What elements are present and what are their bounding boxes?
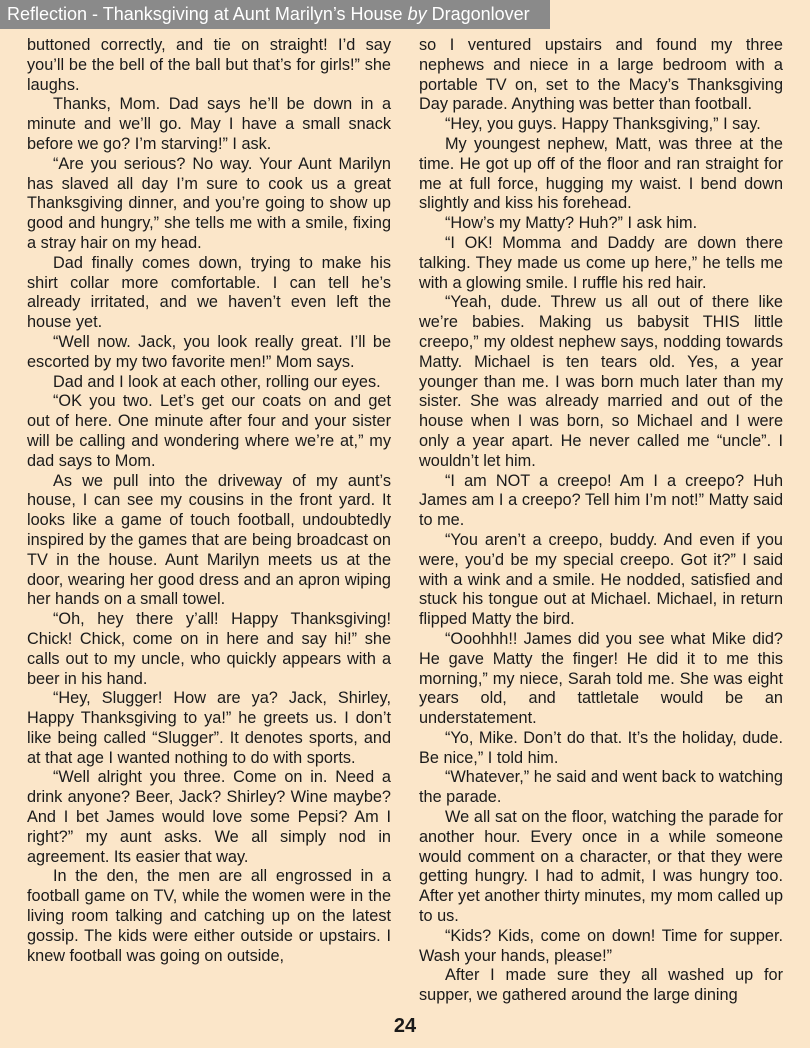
paragraph: In the den, the men are all engrossed in a football game on TV, while the women were in the living room talking and catching up on the latest gossip. The kids were either outside or upstairs. I knew football was going on outside, (27, 867, 391, 965)
paragraph: “Hey, you guys. Happy Thanksgiving,” I say. (445, 115, 761, 134)
running-header (0, 0, 550, 29)
paragraph: Thanks, Mom. Dad says he’ll be down in a minute and we’ll go. May I have a small snack before we go? I’m starving!” I ask. (27, 95, 391, 153)
paragraph: “Well now. Jack, you look really great. I’ll be escorted by my two favorite men!” Mom says. (27, 332, 391, 371)
paragraph: After I made sure they all washed up for supper, we gathered around the large dining (419, 966, 783, 1005)
paragraph: “OK you two. Let’s get our coats on and get out of here. One minute after four and your sister will be calling and wondering where we’re at,” my dad says to Mom. (27, 392, 391, 470)
left-column (27, 36, 391, 966)
paragraph: “Whatever,” he said and went back to watching the parade. (419, 768, 783, 807)
paragraph: “Hey, Slugger! How are ya? Jack, Shirley, Happy Thanksgiving to ya!” he greets us. I don’t like being called “Slugger”. It denotes sports, and at that age I wanted nothing to do with sports. (27, 689, 391, 767)
paragraph: buttoned correctly, and tie on straight! I’d say you’ll be the bell of the ball but that’s for girls!” she laughs. (27, 36, 391, 94)
header-by: by (407, 4, 427, 24)
paragraph: “I am NOT a creepo! Am I a creepo? Huh James am I a creepo? Tell him I’m not!” Matty said to me. (419, 471, 783, 530)
right-column (419, 36, 783, 1006)
paragraph: Dad finally comes down, trying to make his shirt collar more comfortable. I can tell he’s already irritated, and we haven’t even left the house yet. (27, 253, 391, 332)
paragraph: “Ooohhh!! James did you see what Mike did? He gave Matty the finger! He did it to me this morning,” my niece, Sarah told me. She was eight years old, and tattletale would be an understatement. (419, 629, 783, 728)
paragraph: Dad and I look at each other, rolling our eyes. (53, 372, 381, 391)
paragraph: We all sat on the floor, watching the parade for another hour. Every once in a while someone would comment on a character, or that they were getting hungry. I had to admit, I was hungry too. After yet another thirty minutes, my mom called up to us. (419, 808, 783, 926)
page-number: 24 (393, 1015, 417, 1037)
paragraph: “I OK! Momma and Daddy are down there talking. They made us come up here,” he tells me with a glowing smile. I ruffle his red hair. (419, 233, 783, 292)
paragraph: “Oh, hey there y’all! Happy Thanksgiving! Chick! Chick, come on in here and say hi!” she calls out to my uncle, who quickly appears with a beer in his hand. (27, 610, 391, 688)
paragraph: “How’s my Matty? Huh?” I ask him. (445, 214, 698, 233)
paragraph: As we pull into the driveway of my aunt’s house, I can see my cousins in the front yard. It looks like a game of touch football, undoubtedly inspired by the games that are being broadcast on TV in the house. Aunt Marilyn meets us at the door, wearing her good dress and an apron wiping her hands on a small towel. (27, 471, 391, 609)
paragraph: “Well alright you three. Come on in. Need a drink anyone? Beer, Jack? Shirley? Wine maybe? And I bet James would love some Pepsi? Am I right?” my aunt asks. We all simply nod in agreement. Its easier that way. (27, 768, 391, 866)
paragraph: “Yeah, dude. Threw us all out of there like we’re babies. Making us babysit THIS little creepo,” my oldest nephew says, nodding towards Matty. Michael is ten tears old. Yes, a year younger than me. I was born much later than my sister. She was already married and out of the house when I was born, so Michael and I were only a year apart. He never called me “uncle”. I wouldn’t let him. (419, 293, 783, 470)
paragraph: so I ventured upstairs and found my three nephews and niece in a large bedroom with a portable TV on, set to the Macy’s Thanksgiving Day parade. Anything was better than football. (419, 36, 783, 114)
paragraph: “Yo, Mike. Don’t do that. It’s the holiday, dude. Be nice,” I told him. (419, 728, 783, 767)
header-title: Reflection - Thanksgiving at Aunt Marilyn’s House (7, 4, 403, 24)
paragraph: “Are you serious? No way. Your Aunt Marilyn has slaved all day I’m sure to cook us a great Thanksgiving dinner, and you’re going to show up good and hungry,” she tells me with a smile, fixing a stray hair on my head. (27, 154, 391, 252)
paragraph: “Kids? Kids, come on down! Time for supper. Wash your hands, please!” (419, 926, 783, 965)
paragraph: “You aren’t a creepo, buddy. And even if you were, you’d be my special creepo. Got it?” I said with a wink and a smile. He nodded, satisfied and stuck his tongue out at Michael. Michael, in return flipped Matty the bird. (419, 530, 783, 629)
paragraph: My youngest nephew, Matt, was three at the time. He got up off of the floor and ran straight for me at full force, hugging my waist. I bend down slightly and kiss his forehead. (419, 134, 783, 213)
header-author: Dragonlover (431, 4, 530, 24)
